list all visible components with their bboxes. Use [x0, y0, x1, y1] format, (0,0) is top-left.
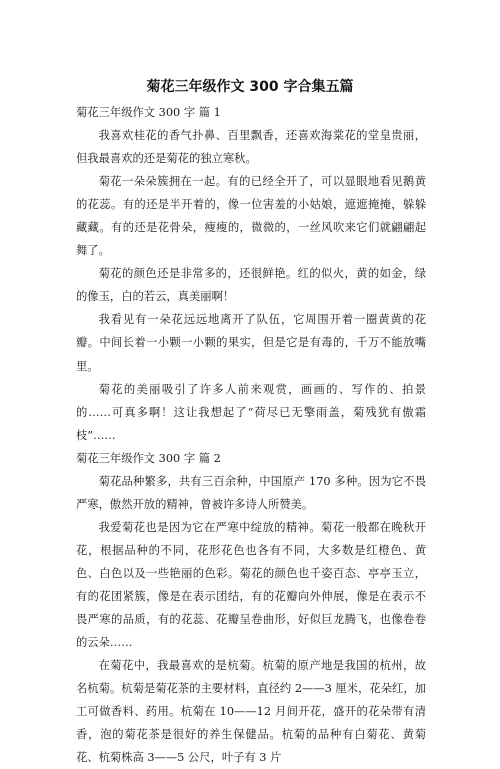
paragraph: 菊花一朵朵簇拥在一起。有的已经全开了，可以显眼地看见鹅黄的花蕊。有的还是半开着的，像一位害羞的小姑娘，遮遮掩掩，躲躲藏藏。有的还是花骨朵，瘦瘦的，微微的，一丝风吹来它们就翩翩起舞了。: [76, 175, 426, 258]
paragraph: 我看见有一朵花远远地离开了队伍，它周围开着一圈黄黄的花瓣。中间长着一小颗一小颗的果实，但是它是有毒的，千万不能放嘴里。: [76, 313, 426, 373]
paragraph: 菊花的颜色还是非常多的，还很鲜艳。红的似火，黄的如金，绿的像玉，白的若云，真美丽啊！: [76, 267, 426, 304]
paragraph: 我爱菊花也是因为它在严寒中绽放的精神。菊花一般都在晚秋开花，根据品种的不同，花形花色也各有不同，大多数是红橙色、黄色、白色以及一些艳丽的色彩。菊花的颜色也千姿百态、亭亭玉立，有的花团紧簇，像是在表示团结，有的花瓣向外伸展，像是在表示不畏严寒的品质，有的花蕊、花瓣呈卷曲形，好似巨龙腾飞，也像卷卷的云朵……: [76, 520, 426, 650]
paragraph: 我喜欢桂花的香气扑鼻、百里飘香，还喜欢海棠花的堂皇贵丽，但我最喜欢的还是菊花的独立寒秋。: [76, 129, 426, 166]
document-body: [76, 101, 426, 769]
section-heading: 菊花三年级作文 300 字 篇 2: [76, 451, 221, 465]
paragraph: 菊花品种繁多，共有三百余种，中国原产 170 多种。因为它不畏严寒，傲然开放的精神，曾被许多诗人所赞美。: [76, 474, 426, 511]
section-heading: 菊花三年级作文 300 字 篇 1: [76, 106, 221, 119]
document-title: 菊花三年级作文 300 字合集五篇: [146, 79, 354, 95]
paragraph: 菊花的美丽吸引了许多人前来观赏，画画的、写作的、拍景的……可真多啊！这让我想起了“荷尽已无擎雨盖，菊残犹有傲霜枝”……: [76, 382, 426, 442]
paragraph: 在菊花中，我最喜欢的是杭菊。杭菊的原产地是我国的杭州，故名杭菊。杭菊是菊花茶的主要材料，直径约 2——3 厘米，花朵红，加工可做香料、药用。杭菊在 10——12 月间开花，盛开的花朵带有清香，泡的菊花茶是很好的养生保健品。杭菊的品种有白菊花、黄菊花、杭菊株高 3——5 公尺，叶子有 3 片: [76, 659, 426, 765]
